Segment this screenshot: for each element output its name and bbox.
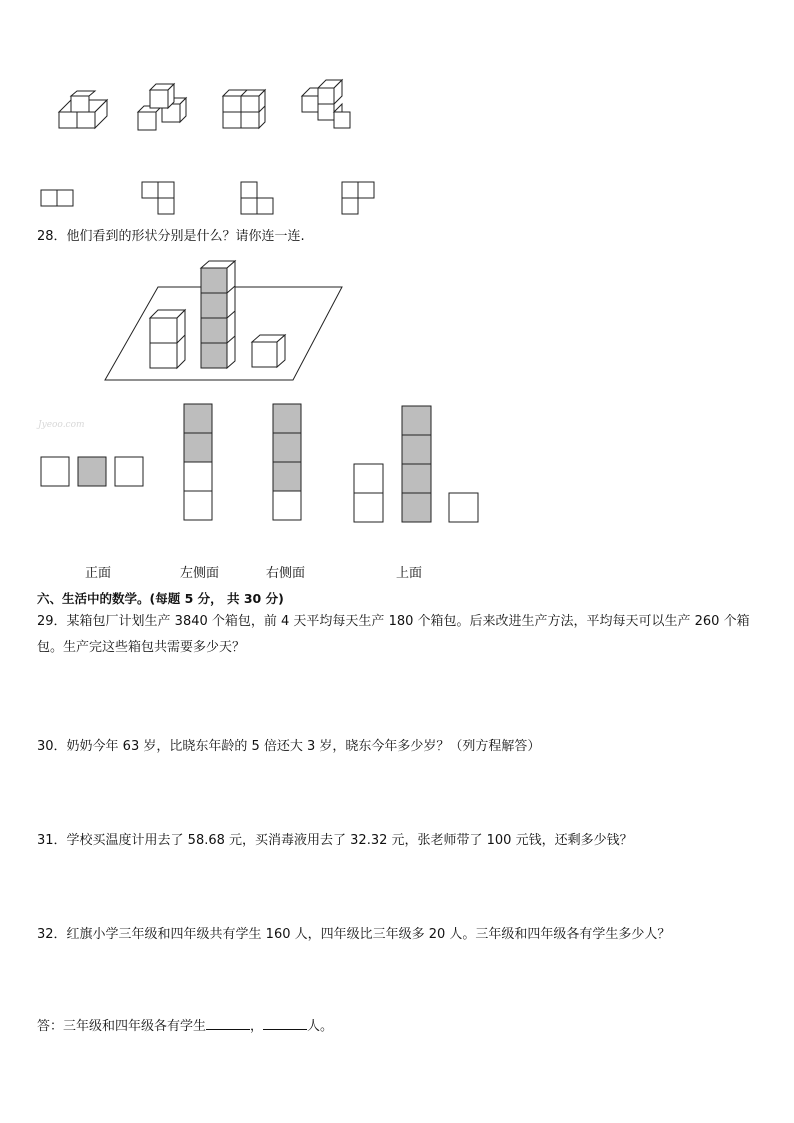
question-text: 他们看到的形状分别是什么？请你连一连. bbox=[66, 229, 305, 244]
answer-suffix: 人。 bbox=[307, 1019, 334, 1034]
answer-line bbox=[37, 1016, 333, 1038]
question-number: 30． bbox=[37, 739, 67, 754]
view-right bbox=[273, 404, 301, 520]
question-text: 奶奶今年 63 岁，比晓东年龄的 5 倍还大 3 岁，晓东今年多少岁？（列方程解答） bbox=[66, 739, 541, 754]
cube-figure-2 bbox=[138, 84, 186, 130]
flat-view-2 bbox=[142, 182, 174, 214]
watermark: Jyeoo.com bbox=[38, 420, 85, 430]
cube-figure-4 bbox=[302, 80, 350, 128]
answer-prefix: 答：三年级和四年级各有学生 bbox=[37, 1019, 207, 1034]
section-6-title: 六、生活中的数学。(每题 5 分， 共 30 分) bbox=[37, 591, 284, 606]
q28-scene bbox=[105, 261, 342, 380]
question-29 bbox=[37, 609, 757, 661]
answer-separator: ， bbox=[250, 1019, 264, 1034]
question-text: 学校买温度计用去了 58.68 元，买消毒液用去了 32.32 元，张老师带了 100 元钱，还剩多少钱？ bbox=[66, 833, 633, 848]
cube-figure-3 bbox=[223, 90, 265, 128]
question-number: 29． bbox=[37, 614, 67, 629]
flat-view-3 bbox=[241, 182, 273, 214]
cube-figure-1 bbox=[59, 91, 107, 128]
view-left bbox=[184, 404, 212, 520]
question-30 bbox=[37, 736, 540, 758]
answer-blank-grade3[interactable] bbox=[206, 1017, 250, 1030]
question-31 bbox=[37, 830, 633, 852]
question-32 bbox=[37, 924, 670, 946]
view-front bbox=[41, 457, 143, 486]
question-28 bbox=[37, 226, 305, 248]
tall-shaded-stack bbox=[201, 261, 235, 368]
question-number: 32． bbox=[37, 927, 67, 942]
small-cube bbox=[252, 335, 285, 367]
flat-view-4 bbox=[342, 182, 374, 214]
label-top: 上面 bbox=[396, 566, 423, 581]
view-top bbox=[354, 406, 478, 522]
label-right: 右侧面 bbox=[266, 566, 306, 581]
question-number: 28． bbox=[37, 229, 67, 244]
question-number: 31． bbox=[37, 833, 67, 848]
answer-blank-grade4[interactable] bbox=[263, 1017, 307, 1030]
label-front: 正面 bbox=[85, 566, 112, 581]
question-text: 红旗小学三年级和四年级共有学生 160 人，四年级比三年级多 20 人。三年级和四年级各有学生多少人？ bbox=[66, 927, 671, 942]
left-stack bbox=[150, 310, 185, 368]
flat-view-1 bbox=[41, 190, 73, 206]
question-text: 某箱包厂计划生产 3840 个箱包，前 4 天平均每天生产 180 个箱包。后来改进生产方法，平均每天可以生产 260 个箱包。生产完这些箱包共需要多少天？ bbox=[37, 614, 750, 655]
label-left: 左侧面 bbox=[180, 566, 220, 581]
